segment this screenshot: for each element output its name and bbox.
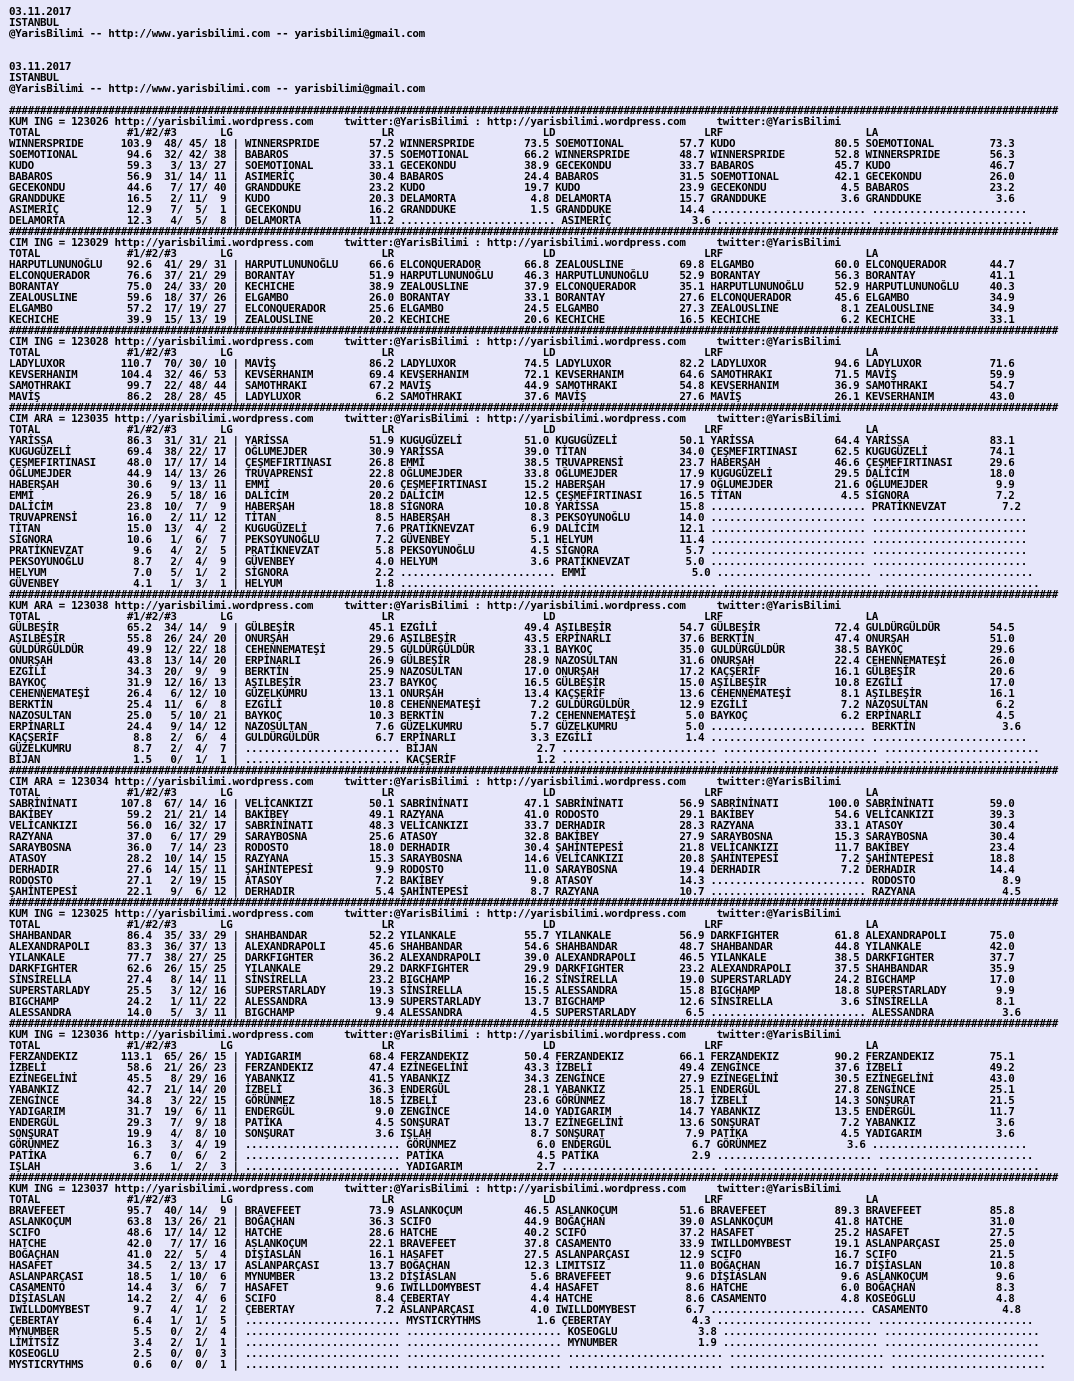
- text-line: SOEMOTIONAL 94.6 32/ 42/ 38 | BABAROS 37.5 SOEMOTIONAL 66.2 WINNERSPRIDE 48.7 WINNERSPRIDE 52.8 WINNERSPRIDE 56.3: [9, 148, 1015, 161]
- text-line: TOTAL #1/#2/#3 LG LR LD LRF LA: [9, 786, 878, 799]
- text-line: ALEXANDRAPOLI 83.3 36/ 37/ 13 | ALEXANDRAPOLI 45.6 SHAHBANDAR 54.6 SHAHBANDAR 48.7 SHAHBANDAR 44.8 YILANKALE 42.0: [9, 940, 1015, 953]
- text-line: 03.11.2017: [9, 60, 72, 73]
- text-line: SİGNORA 10.6 1/ 6/ 7 | PEKSOYUNOĞLU 7.2 GÜVENBEY 5.1 HELYUM 11.4 ......................... .........................: [9, 533, 1027, 546]
- text-line: DALİCİM 23.8 10/ 7/ 9 | HABERŞAH 18.8 SİGNORA 10.8 YARİSSA 15.8 ......................... PRATİKNEVZAT 7.2: [9, 500, 1021, 513]
- text-line: BRAVEFEET 95.7 40/ 14/ 9 | BRAVEFEET 73.9 ASLANKOÇUM 46.5 ASLANKOÇUM 51.6 BRAVEFEET 89.3 BRAVEFEET 85.8: [9, 1204, 1015, 1217]
- text-line: ZEALOUSLINE 59.6 18/ 37/ 26 | ELGAMBO 26.0 BORANTAY 33.1 BORANTAY 27.6 ELCONQUERADOR 45.6 ELGAMBO 34.9: [9, 291, 1015, 304]
- separator-line: #########################################################################################################################################################################: [9, 896, 1058, 909]
- text-line: BAYKOÇ 31.9 12/ 16/ 13 | AŞILBEŞİR 23.7 BAYKOÇ 16.5 GÜLBEŞİR 15.0 AŞILBEŞİR 10.8 EZGİLİ 17.0: [9, 676, 1015, 689]
- text-line: ASLANKOÇUM 63.8 13/ 26/ 21 | BOĞAÇHAN 36.3 SCIFO 44.9 BOĞAÇHAN 39.0 ASLANKOÇUM 41.8 HATCHE 31.0: [9, 1215, 1015, 1228]
- text-line: ŞAHİNTEPESİ 22.1 9/ 6/ 12 | DERHADIR 5.4 ŞAHİNTEPESİ 8.7 RAZYANA 10.7 ......................... RAZYANA 4.5: [9, 885, 1021, 898]
- text-line: ELCONQUERADOR 76.6 37/ 21/ 29 | BORANTAY 51.9 HARPUTLUNUNOĞLU 46.3 HARPUTLUNUNOĞLU 52.9 BORANTAY 56.3 BORANTAY 41.1: [9, 269, 1015, 282]
- text-line: TOTAL #1/#2/#3 LG LR LD LRF LA: [9, 126, 878, 139]
- text-line: KUM ARA = 123038 http://yarisbilimi.wordpress.com twitter:@YarisBilimi : http://yarisbilimi.wordpress.com twitter:@YarisBilimi: [9, 599, 841, 612]
- text-line: KUM ING = 123025 http://yarisbilimi.wordpress.com twitter:@YarisBilimi : http://yarisbilimi.wordpress.com twitter:@YarisBilimi: [9, 907, 841, 920]
- text-line: LADYLUXOR 110.7 70/ 30/ 10 | MAVİŞ 86.2 LADYLUXOR 74.5 LADYLUXOR 82.2 LADYLUXOR 94.6 LADYLUXOR 71.6: [9, 357, 1015, 370]
- text-line: GRANDDUKE 16.5 2/ 11/ 9 | KUDO 20.3 DELAMORTA 4.8 DELAMORTA 15.7 GRANDDUKE 3.6 GRANDDUKE 3.6: [9, 192, 1015, 205]
- text-line: @YarisBilimi -- http://www.yarisbilimi.com -- yarisbilimi@gmail.com: [9, 82, 425, 95]
- text-line: KUM ING = 123026 http://yarisbilimi.wordpress.com twitter:@YarisBilimi : http://yarisbilimi.wordpress.com twitter:@YarisBilimi: [9, 115, 841, 128]
- text-line: RODOSTO 27.1 2/ 19/ 15 | ATASOY 7.2 BAKİBEY 9.8 ATASOY 14.3 ......................... RODOSTO 8.9: [9, 874, 1021, 887]
- text-line: BAKİBEY 59.2 21/ 21/ 14 | BAKİBEY 49.1 RAZYANA 41.0 RODOSTO 29.1 BAKİBEY 54.6 VELİCANKIZI 39.3: [9, 808, 1015, 821]
- text-line: BIGCHAMP 24.2 1/ 11/ 22 | ALESSANDRA 13.9 SUPERSTARLADY 13.7 BIGCHAMP 12.6 SİNSİRELLA 3.6 SİNSİRELLA 8.1: [9, 995, 1015, 1008]
- text-line: VELİCANKIZI 56.0 16/ 32/ 17 | SABRİNİNATI 48.3 VELİCANKIZI 33.7 DERHADIR 28.3 RAZYANA 33.1 ATASOY 30.4: [9, 819, 1015, 832]
- text-line: [9, 50, 1058, 61]
- text-line: CIM ING = 123029 http://yarisbilimi.wordpress.com twitter:@YarisBilimi : http://yarisbilimi.wordpress.com twitter:@YarisBilimi: [9, 236, 841, 249]
- text-line: ELGAMBO 57.2 17/ 19/ 27 | ELCONQUERADOR 25.6 ELGAMBO 24.5 ELGAMBO 27.3 ZEALOUSLINE 8.1 ZEALOUSLINE 34.9: [9, 302, 1015, 315]
- text-line: PEKSOYUNOĞLU 8.7 2/ 4/ 9 | GÜVENBEY 4.0 HELYUM 3.6 PRATİKNEVZAT 5.0 ......................... .........................: [9, 555, 1027, 568]
- text-line: İZBELİ 58.6 21/ 26/ 23 | FERZANDEKIZ 47.4 EZİNEGELİNİ 43.3 İZBELİ 49.4 ZENGİNCE 37.6 İZBELİ 49.2: [9, 1061, 1015, 1074]
- text-line: HABERŞAH 30.6 9/ 13/ 11 | EMMİ 20.6 ÇEŞMEFIRTINASI 15.2 HABERŞAH 17.9 OĞLUMEJDER 21.6 OĞLUMEJDER 9.9: [9, 478, 1015, 491]
- text-line: TOTAL #1/#2/#3 LG LR LD LRF LA: [9, 1193, 878, 1206]
- separator-line: #########################################################################################################################################################################: [9, 764, 1058, 777]
- text-line: ISTANBUL: [9, 71, 59, 84]
- text-line: BİJAN 1.5 0/ 1/ 1 | ......................... KAÇŞERİF 1.2 ......................... ......................... .........................: [9, 753, 1040, 766]
- text-line: IWILLDOMYBEST 9.7 4/ 1/ 2 | ÇEBERTAY 7.2 ASLANPARÇASI 4.0 IWILLDOMYBEST 6.7 ......................... CASAMENTO 4.8: [9, 1303, 1021, 1316]
- text-line: TOTAL #1/#2/#3 LG LR LD LRF LA: [9, 918, 878, 931]
- text-line: MYSTICRYTHMS 0.6 0/ 0/ 1 | ......................... ......................... ......................... ......................... .........................: [9, 1358, 1046, 1371]
- text-line: YABANKIZ 42.7 21/ 14/ 20 | İZBELİ 36.3 ENDERGÜL 28.1 YABANKIZ 25.1 ENDERGÜL 27.8 ZENGİNCE 25.1: [9, 1083, 1015, 1096]
- text-line: EZİNEGELİNİ 45.5 8/ 29/ 16 | YABANKIZ 41.5 YABANKIZ 34.3 ZENGİNCE 27.9 EZİNEGELİNİ 30.5 EZİNEGELİNİ 43.0: [9, 1072, 1015, 1085]
- text-line: 03.11.2017: [9, 5, 72, 18]
- text-line: [9, 39, 1058, 50]
- text-line: DERHADIR 27.6 14/ 15/ 11 | ŞAHİNTEPESİ 9.9 RODOSTO 11.0 SARAYBOSNA 19.4 DERHADIR 7.2 DERHADIR 14.4: [9, 863, 1015, 876]
- text-line: PRATİKNEVZAT 9.6 4/ 2/ 5 | PRATİKNEVZAT 5.8 PEKSOYUNOĞLU 4.5 SİGNORA 5.7 ......................... .........................: [9, 544, 1027, 557]
- text-line: TOTAL #1/#2/#3 LG LR LD LRF LA: [9, 346, 878, 359]
- text-line: ERPİNARLI 24.4 9/ 14/ 12 | NAZOSULTAN 7.6 GÜZELKUMRU 5.7 GÜZELKUMRU 5.0 ......................... BERKTİN 3.6: [9, 720, 1021, 733]
- text-line: ASLANPARÇASI 18.5 1/ 10/ 6 | MYNUMBER 13.2 DİŞİASLAN 5.6 BRAVEFEET 9.6 DİŞİASLAN 9.6 ASLANKOÇUM 9.6: [9, 1270, 1015, 1283]
- text-line: GÜLBEŞİR 65.2 34/ 14/ 9 | GÜLBEŞİR 45.1 EZGİLİ 49.4 AŞILBEŞİR 54.7 GÜLBEŞİR 72.4 GULDÜRGÜLDÜR 54.5: [9, 621, 1015, 634]
- text-line: GÜZELKUMRU 8.7 2/ 4/ 7 | ......................... BİJAN 2.7 ......................... ......................... .........................: [9, 742, 1040, 755]
- text-line: DELAMORTA 12.3 4/ 5/ 8 | DELAMORTA 11.2 ......................... ASIMERİÇ 3.6 ......................... .........................: [9, 214, 1034, 227]
- separator-line: #########################################################################################################################################################################: [9, 401, 1058, 414]
- text-line: @YarisBilimi -- http://www.yarisbilimi.com -- yarisbilimi@gmail.com: [9, 27, 425, 40]
- text-line: YADIGARIM 31.7 19/ 6/ 11 | ENDERGÜL 9.0 ZENGİNCE 14.0 YADIGARIM 14.7 YABANKIZ 13.5 ENDERGÜL 11.7: [9, 1105, 1015, 1118]
- text-line: GÖRÜNMEZ 16.3 3/ 4/ 19 | ......................... GÖRÜNMEZ 6.0 ENDERGÜL 6.7 GÖRÜNMEZ 3.6 .........................: [9, 1138, 1027, 1151]
- separator-line: #########################################################################################################################################################################: [9, 104, 1058, 117]
- text-line: YILANKALE 77.7 38/ 27/ 25 | DARKFIGHTER 36.2 ALEXANDRAPOLI 39.0 ALEXANDRAPOLI 46.5 YILANKALE 38.5 DARKFIGHTER 37.7: [9, 951, 1015, 964]
- text-line: KEVSERHANIM 104.4 32/ 46/ 53 | KEVSERHANIM 69.4 KEVSERHANIM 72.1 KEVSERHANIM 64.6 SAMOTHRAKI 71.5 MAVİŞ 59.9: [9, 368, 1015, 381]
- text-line: DARKFIGHTER 62.6 26/ 15/ 25 | YILANKALE 29.2 DARKFIGHTER 29.9 DARKFIGHTER 23.2 ALEXANDRAPOLI 37.5 SHAHBANDAR 35.9: [9, 962, 1015, 975]
- separator-line: #########################################################################################################################################################################: [9, 588, 1058, 601]
- text-line: ENDERGÜL 29.3 7/ 9/ 18 | PATİKA 4.5 SONŞURAT 13.7 EZİNEGELİNİ 13.6 SONŞURAT 7.2 YABANKIZ 3.6: [9, 1116, 1015, 1129]
- text-line: PATİKA 6.7 0/ 6/ 2 | ......................... PATİKA 4.5 PATİKA 2.9 ......................... .........................: [9, 1149, 1034, 1162]
- text-line: ALESSANDRA 14.0 5/ 3/ 11 | BIGCHAMP 9.4 ALESSANDRA 4.5 SUPERSTARLADY 6.5 ......................... ALESSANDRA 3.6: [9, 1006, 1021, 1019]
- text-line: EMMİ 26.9 5/ 18/ 16 | DALİCİM 20.2 DALİCİM 12.5 ÇEŞMEFIRTINASI 16.5 TİTAN 4.5 SİGNORA 7.2: [9, 489, 1015, 502]
- text-line: ÇEBERTAY 6.4 1/ 1/ 5 | ......................... MYSTICRYTHMS 1.6 ÇEBERTAY 4.3 ......................... .........................: [9, 1314, 1034, 1327]
- text-line: NAZOSULTAN 25.0 5/ 10/ 21 | BAYKOÇ 10.3 BERKTİN 7.2 CEHENNEMATEŞİ 5.0 BAYKOÇ 6.2 ERPİNARLI 4.5: [9, 709, 1015, 722]
- text-line: KAÇŞERİF 8.8 2/ 6/ 4 | GULDÜRGÜLDÜR 6.7 ERPİNARLI 3.3 EZGİLİ 1.4 ......................... .........................: [9, 731, 1027, 744]
- text-line: RAZYANA 37.0 6/ 17/ 29 | SARAYBOSNA 25.6 ATASOY 32.8 BAKİBEY 27.9 SARAYBOSNA 15.3 SARAYBOSNA 30.4: [9, 830, 1015, 843]
- text-line: TRUVAPRENSİ 16.0 2/ 11/ 12 | TİTAN 8.5 HABERŞAH 8.3 PEKSOYUNOĞLU 14.0 ......................... .........................: [9, 511, 1027, 524]
- text-line: SAMOTHRAKI 99.7 22/ 48/ 44 | SAMOTHRAKI 67.2 MAVİŞ 44.9 SAMOTHRAKI 54.8 KEVSERHANIM 36.9 SAMOTHRAKI 54.7: [9, 379, 1015, 392]
- text-line: LİMİTSİZ 3.4 2/ 1/ 1 | ......................... ......................... MYNUMBER 1.9 ......................... .........................: [9, 1336, 1040, 1349]
- text-line: KOSEOGLU 2.5 0/ 0/ 3 | ......................... ......................... ......................... ......................... .........................: [9, 1347, 1046, 1360]
- text-line: TOTAL #1/#2/#3 LG LR LD LRF LA: [9, 423, 878, 436]
- text-line: DİŞİASLAN 14.2 2/ 4/ 6 | SCIFO 8.4 ÇEBERTAY 4.4 HATCHE 8.6 CASAMENTO 4.8 KOSEOGLU 4.8: [9, 1292, 1015, 1305]
- text-line: AŞILBEŞİR 55.8 26/ 24/ 20 | ONURŞAH 29.6 AŞILBEŞİR 43.5 ERPİNARLI 37.6 BERKTİN 47.4 ONURŞAH 51.0: [9, 632, 1015, 645]
- text-line: BABAROS 56.9 31/ 14/ 11 | ASIMERİÇ 30.4 BABAROS 24.4 BABAROS 31.5 SOEMOTIONAL 42.1 GECEKONDU 26.0: [9, 170, 1015, 183]
- text-line: GÜVENBEY 4.1 1/ 3/ 1 | HELYUM 1.8 ......................... ......................... ......................... .........................: [9, 577, 1040, 590]
- text-line: TOTAL #1/#2/#3 LG LR LD LRF LA: [9, 610, 878, 623]
- text-line: HASAFET 34.5 2/ 13/ 17 | ASLANPARÇASI 13.7 BOĞAÇHAN 12.3 LIMITSIZ 11.0 BOĞAÇHAN 16.7 DİŞİASLAN 10.8: [9, 1259, 1015, 1272]
- text-line: HARPUTLUNUNOĞLU 92.6 41/ 29/ 31 | HARPUTLUNUNOĞLU 66.6 ELCONQUERADOR 66.8 ZEALOUSLINE 69.8 ELGAMBO 60.0 ELCONQUERADOR 44.7: [9, 258, 1015, 271]
- text-line: KUM ING = 123036 http://yarisbilimi.wordpress.com twitter:@YarisBilimi : http://yarisbilimi.wordpress.com twitter:@YarisBilimi: [9, 1028, 841, 1041]
- separator-line: #########################################################################################################################################################################: [9, 1017, 1058, 1030]
- text-line: KUGUGÜZELİ 69.4 38/ 22/ 17 | OĞLUMEJDER 30.9 YARİSSA 39.0 TİTAN 34.0 ÇEŞMEFIRTINASI 62.5 KUGUGÜZELİ 74.1: [9, 445, 1015, 458]
- text-line: ISTANBUL: [9, 16, 59, 29]
- text-document: [9, 6, 1058, 1370]
- text-line: HELYUM 7.0 5/ 1/ 2 | SİGNORA 2.2 ......................... EMMİ 5.0 ......................... .........................: [9, 566, 1034, 579]
- text-line: MYNUMBER 5.5 0/ 2/ 4 | ......................... ......................... KOSEOGLU 3.8 ......................... .........................: [9, 1325, 1040, 1338]
- text-line: WINNERSPRIDE 103.9 48/ 45/ 18 | WINNERSPRIDE 57.2 WINNERSPRIDE 73.5 SOEMOTIONAL 57.7 KUDO 80.5 SOEMOTIONAL 73.3: [9, 137, 1015, 150]
- text-line: YARİSSA 86.3 31/ 31/ 21 | YARİSSA 51.9 KUGUGÜZELİ 51.0 KUGUGÜZELİ 50.1 YARİSSA 64.4 YARİSSA 83.1: [9, 434, 1015, 447]
- text-line: GECEKONDU 44.6 7/ 17/ 40 | GRANDDUKE 23.2 KUDO 19.7 KUDO 23.9 GECEKONDU 4.5 BABAROS 23.2: [9, 181, 1015, 194]
- text-line: ZENGİNCE 34.8 3/ 22/ 15 | GÖRÜNMEZ 18.5 İZBELİ 23.6 GÖRÜNMEZ 18.7 İZBELİ 14.3 SONŞURAT 21.5: [9, 1094, 1015, 1107]
- text-line: ONURŞAH 43.8 13/ 14/ 20 | ERPİNARLI 26.9 GÜLBEŞİR 28.9 NAZOSULTAN 31.6 ONURŞAH 22.4 CEHENNEMATEŞİ 26.0: [9, 654, 1015, 667]
- text-line: KUM ING = 123037 http://yarisbilimi.wordpress.com twitter:@YarisBilimi : http://yarisbilimi.wordpress.com twitter:@YarisBilimi: [9, 1182, 841, 1195]
- text-line: SİNSİRELLA 27.4 8/ 14/ 11 | SİNSİRELLA 23.2 BIGCHAMP 16.2 SİNSİRELLA 19.0 SUPERSTARLADY 24.2 BIGCHAMP 17.0: [9, 973, 1015, 986]
- text-line: SCIFO 48.6 17/ 14/ 12 | HATCHE 28.6 HATCHE 40.2 SCIFO 37.2 HASAFET 25.2 HASAFET 27.5: [9, 1226, 1015, 1239]
- separator-line: #########################################################################################################################################################################: [9, 1171, 1058, 1184]
- separator-line: #########################################################################################################################################################################: [9, 225, 1058, 238]
- text-line: TOTAL #1/#2/#3 LG LR LD LRF LA: [9, 1039, 878, 1052]
- text-line: CIM ARA = 123035 http://yarisbilimi.wordpress.com twitter:@YarisBilimi : http://yarisbilimi.wordpress.com twitter:@YarisBilimi: [9, 412, 841, 425]
- text-line: ÇEŞMEFIRTINASI 48.0 17/ 17/ 14 | ÇEŞMEFIRTINASI 26.8 EMMİ 38.5 TRUVAPRENSİ 23.7 HABERŞAH 46.6 ÇEŞMEFIRTINASI 29.6: [9, 456, 1015, 469]
- text-line: SARAYBOSNA 36.0 7/ 14/ 23 | RODOSTO 18.0 DERHADIR 30.4 ŞAHİNTEPESİ 21.8 VELİCANKIZI 11.7 BAKİBEY 23.4: [9, 841, 1015, 854]
- text-line: FERZANDEKIZ 113.1 65/ 26/ 15 | YADIGARIM 68.4 FERZANDEKIZ 50.4 FERZANDEKIZ 66.1 FERZANDEKIZ 90.2 FERZANDEKIZ 75.1: [9, 1050, 1015, 1063]
- text-line: TİTAN 15.0 13/ 4/ 2 | KUGUGÜZELİ 7.6 PRATİKNEVZAT 6.9 DALİCİM 12.1 ......................... .........................: [9, 522, 1027, 535]
- separator-line: #########################################################################################################################################################################: [9, 324, 1058, 337]
- text-line: TOTAL #1/#2/#3 LG LR LD LRF LA: [9, 247, 878, 260]
- text-line: CEHENNEMATEŞİ 26.4 6/ 12/ 10 | GÜZELKUMRU 13.1 ONURŞAH 13.4 KAÇŞERİF 13.6 CEHENNEMATEŞİ 8.1 AŞILBEŞİR 16.1: [9, 687, 1015, 700]
- text-line: KUDO 59.3 3/ 13/ 27 | SOEMOTIONAL 33.1 GECEKONDU 38.9 GECEKONDU 33.7 BABAROS 45.7 KUDO 46.7: [9, 159, 1015, 172]
- text-line: SABRİNİNATI 107.8 67/ 14/ 16 | VELİCANKIZI 50.1 SABRİNİNATI 47.1 SABRİNİNATI 56.9 SABRİNİNATI 100.0 SABRİNİNATI 59.0: [9, 797, 1015, 810]
- text-line: CIM ING = 123028 http://yarisbilimi.wordpress.com twitter:@YarisBilimi : http://yarisbilimi.wordpress.com twitter:@YarisBilimi: [9, 335, 841, 348]
- text-line: BORANTAY 75.0 24/ 33/ 20 | KECHICHE 38.9 ZEALOUSLINE 37.9 ELCONQUERADOR 35.1 HARPUTLUNUNOĞLU 52.9 HARPUTLUNUNOĞLU 40.3: [9, 280, 1015, 293]
- text-line: MAVİŞ 86.2 28/ 28/ 45 | LADYLUXOR 6.2 SAMOTHRAKI 37.6 MAVİŞ 27.6 MAVİŞ 26.1 KEVSERHANIM 43.0: [9, 390, 1015, 403]
- text-line: CASAMENTO 14.4 3/ 6/ 7 | HASAFET 9.6 IWILLDOMYBEST 4.4 HASAFET 8.6 HATCHE 6.0 BOĞAÇHAN 8.3: [9, 1281, 1015, 1294]
- text-line: KECHICHE 39.9 15/ 13/ 19 | ZEALOUSLINE 20.2 KECHICHE 20.6 KECHICHE 16.5 KECHICHE 6.2 KECHICHE 33.1: [9, 313, 1015, 326]
- text-line: BOĞAÇHAN 41.0 22/ 5/ 4 | DİŞİASLAN 16.1 HASAFET 27.5 ASLANPARÇASI 12.9 SCIFO 16.7 SCIFO 21.5: [9, 1248, 1015, 1261]
- text-line: EZGİLİ 34.3 20/ 9/ 9 | BERKTİN 25.9 NAZOSULTAN 17.0 ONURŞAH 17.2 KAÇŞERİF 16.1 GÜLBEŞİR 20.6: [9, 665, 1015, 678]
- text-line: SONŞURAT 19.9 4/ 8/ 10 | SONŞURAT 3.6 IŞLAH 8.7 SONŞURAT 7.9 PATİKA 4.5 YADIGARIM 3.6: [9, 1127, 1015, 1140]
- text-line: SHAHBANDAR 86.4 35/ 33/ 29 | SHAHBANDAR 52.2 YILANKALE 55.7 YILANKALE 56.9 DARKFIGHTER 61.8 ALEXANDRAPOLI 75.0: [9, 929, 1015, 942]
- text-line: IŞLAH 3.6 1/ 2/ 3 | ......................... YADIGARIM 2.7 ......................... ......................... .........................: [9, 1160, 1040, 1173]
- text-line: GULDÜRGÜLDÜR 49.9 12/ 22/ 18 | CEHENNEMATEŞİ 29.5 GULDÜRGÜLDÜR 33.1 BAYKOÇ 35.0 GULDÜRGÜLDÜR 38.5 BAYKOÇ 29.6: [9, 643, 1015, 656]
- text-line: BERKTİN 25.4 11/ 6/ 8 | EZGİLİ 10.8 CEHENNEMATEŞİ 7.2 GULDÜRGÜLDÜR 12.9 EZGİLİ 7.2 NAZOSULTAN 6.2: [9, 698, 1015, 711]
- text-line: OĞLUMEJDER 44.9 14/ 13/ 26 | TRUVAPRENSİ 22.8 OĞLUMEJDER 33.8 OĞLUMEJDER 17.9 KUGUGÜZELİ 29.5 DALİCİM 18.0: [9, 467, 1015, 480]
- text-line: ATASOY 28.2 10/ 14/ 15 | RAZYANA 15.3 SARAYBOSNA 14.6 VELİCANKIZI 20.8 ŞAHİNTEPESİ 7.2 ŞAHİNTEPESİ 18.8: [9, 852, 1015, 865]
- text-line: ASIMERİÇ 12.9 7/ 5/ 1 | GECEKONDU 16.2 GRANDDUKE 1.5 GRANDDUKE 14.4 ......................... .........................: [9, 203, 1027, 216]
- text-line: SUPERSTARLADY 25.5 3/ 12/ 16 | SUPERSTARLADY 19.3 SİNSİRELLA 15.5 ALESSANDRA 15.8 BIGCHAMP 18.8 SUPERSTARLADY 9.9: [9, 984, 1015, 997]
- text-line: HATCHE 42.0 7/ 17/ 16 | ASLANKOÇUM 22.1 BRAVEFEET 37.8 CASAMENTO 33.9 IWILLDOMYBEST 19.1 ASLANPARÇASI 25.0: [9, 1237, 1015, 1250]
- text-line: CIM ARA = 123034 http://yarisbilimi.wordpress.com twitter:@YarisBilimi : http://yarisbilimi.wordpress.com twitter:@YarisBilimi: [9, 775, 841, 788]
